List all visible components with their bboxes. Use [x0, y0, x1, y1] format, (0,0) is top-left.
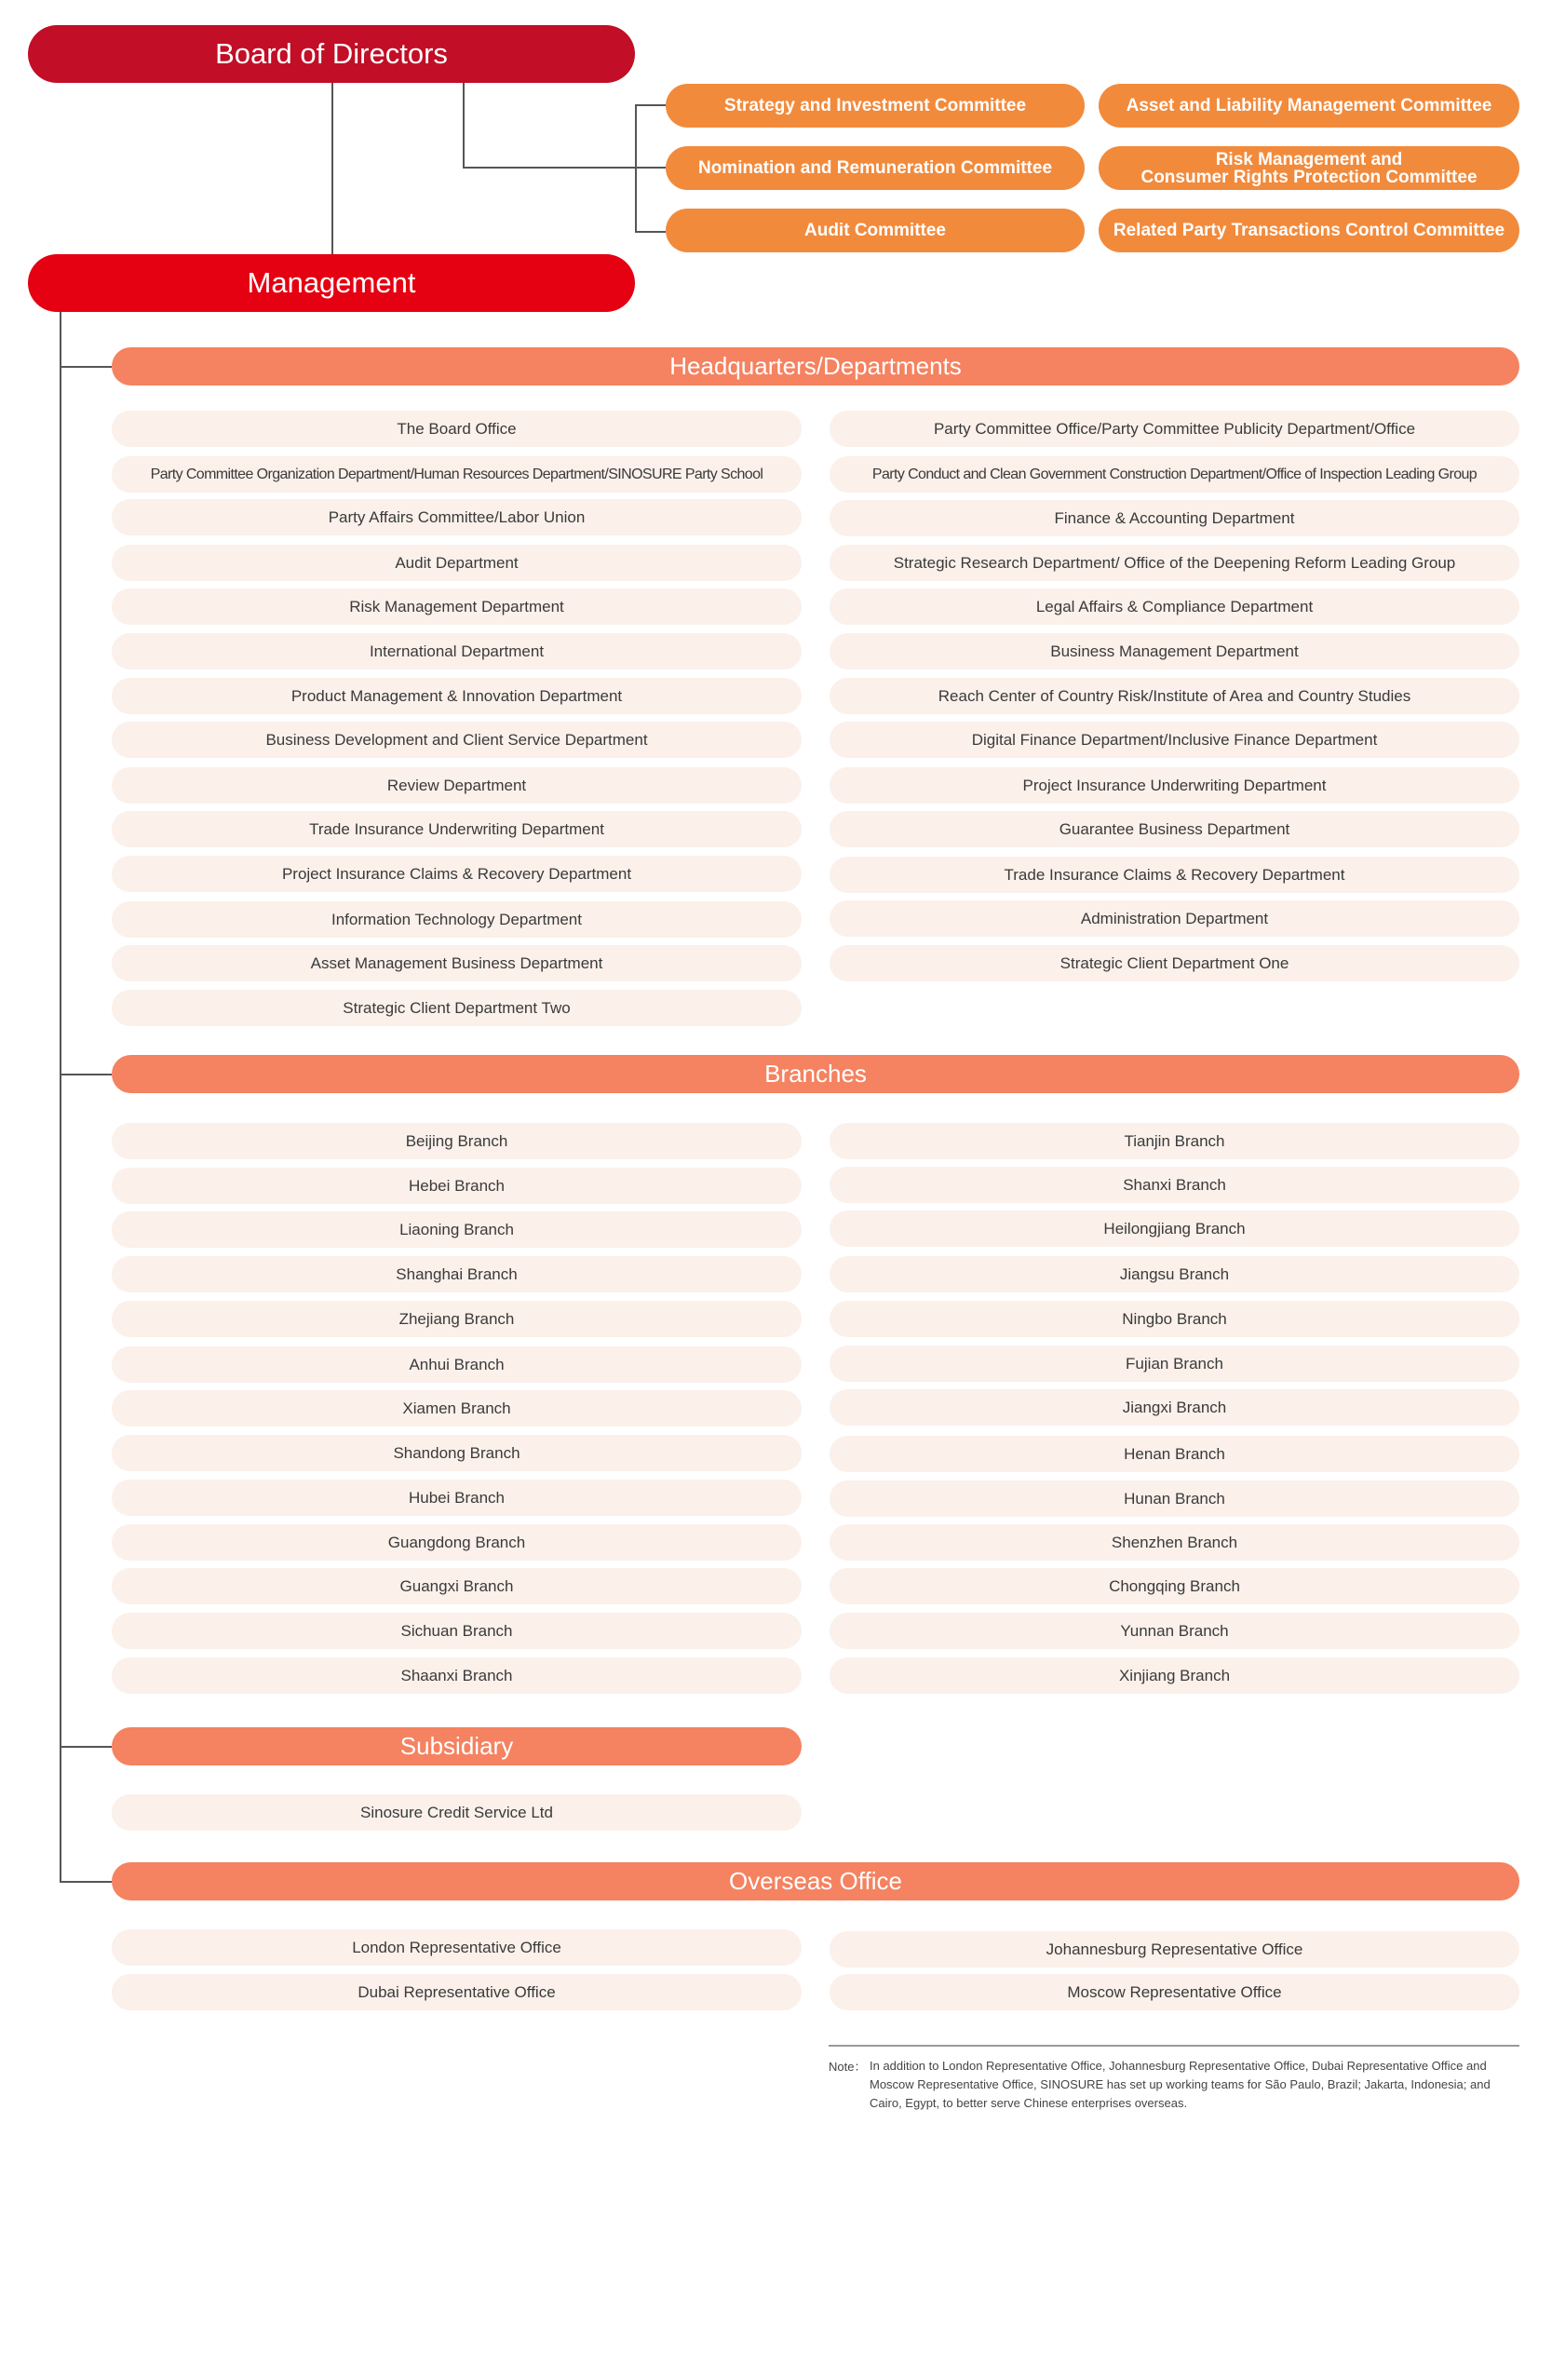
branch-beijing: Beijing Branch: [112, 1123, 802, 1159]
section-branches: Branches: [112, 1055, 1519, 1093]
branch-shandong: Shandong Branch: [112, 1435, 802, 1471]
branch-liaoning: Liaoning Branch: [112, 1211, 802, 1248]
dept-party-conduct-inspection: Party Conduct and Clean Government Construction Department/Office of Inspection Leading Group: [830, 456, 1519, 493]
dept-business-management: Business Management Department: [830, 633, 1519, 669]
connector-overseas: [60, 1881, 112, 1883]
committee-asset-liability: Asset and Liability Management Committee: [1099, 84, 1519, 128]
connector-headquarters: [60, 366, 112, 368]
note-divider: [829, 2045, 1519, 2047]
committee-related-party: Related Party Transactions Control Committee: [1099, 209, 1519, 252]
dept-strategic-client-two: Strategic Client Department Two: [112, 990, 802, 1026]
dept-review: Review Department: [112, 767, 802, 804]
dept-information-technology: Information Technology Department: [112, 901, 802, 938]
dept-project-underwriting: Project Insurance Underwriting Department: [830, 767, 1519, 804]
dept-project-claims: Project Insurance Claims & Recovery Department: [112, 856, 802, 892]
board-of-directors: Board of Directors: [28, 25, 635, 83]
branch-hunan: Hunan Branch: [830, 1481, 1519, 1517]
dept-business-development: Business Development and Client Service Department: [112, 722, 802, 758]
connector-committee-1: [635, 104, 666, 106]
branch-shenzhen: Shenzhen Branch: [830, 1524, 1519, 1561]
committee-risk-consumer: Risk Management and Consumer Rights Protection Committee: [1099, 146, 1519, 190]
dept-trade-claims: Trade Insurance Claims & Recovery Department: [830, 857, 1519, 893]
connector-committee-3: [635, 231, 666, 233]
subsidiary-sinosure-credit: Sinosure Credit Service Ltd: [112, 1794, 802, 1831]
connector-subsidiary: [60, 1746, 112, 1748]
branch-hebei: Hebei Branch: [112, 1168, 802, 1204]
branch-anhui: Anhui Branch: [112, 1346, 802, 1383]
branch-xiamen: Xiamen Branch: [112, 1390, 802, 1427]
dept-risk-management: Risk Management Department: [112, 588, 802, 625]
dept-hr-party-school: Party Committee Organization Department/Human Resources Department/SINOSURE Party School: [112, 456, 802, 493]
dept-party-committee-office: Party Committee Office/Party Committee Publicity Department/Office: [830, 411, 1519, 447]
dept-trade-underwriting: Trade Insurance Underwriting Department: [112, 811, 802, 847]
note-label: Note：: [829, 2060, 867, 2074]
committee-audit: Audit Committee: [666, 209, 1085, 252]
management: Management: [28, 254, 635, 312]
branch-heilongjiang: Heilongjiang Branch: [830, 1210, 1519, 1247]
note-text: In addition to London Representative Office, Johannesburg Representative Office, Dubai Representative Office and Moscow Representative Office, SINOSURE has set up working teams for São Paulo, Brazil; Jakarta, Indonesia; and Cairo, Egypt, to better serve Chinese enterprises overseas.: [870, 2059, 1491, 2110]
branch-jiangxi: Jiangxi Branch: [830, 1389, 1519, 1426]
dept-country-risk-center: Reach Center of Country Risk/Institute of Area and Country Studies: [830, 678, 1519, 714]
branch-ningbo: Ningbo Branch: [830, 1301, 1519, 1337]
office-dubai: Dubai Representative Office: [112, 1974, 802, 2010]
branch-shaanxi: Shaanxi Branch: [112, 1657, 802, 1694]
office-london: London Representative Office: [112, 1929, 802, 1966]
connector-board-management: [331, 83, 333, 254]
office-moscow: Moscow Representative Office: [830, 1974, 1519, 2010]
committee-strategy-investment: Strategy and Investment Committee: [666, 84, 1085, 128]
dept-legal-compliance: Legal Affairs & Compliance Department: [830, 588, 1519, 625]
branch-sichuan: Sichuan Branch: [112, 1613, 802, 1649]
dept-guarantee-business: Guarantee Business Department: [830, 811, 1519, 847]
committee-nomination-remuneration: Nomination and Remuneration Committee: [666, 146, 1085, 190]
branch-henan: Henan Branch: [830, 1436, 1519, 1472]
section-subsidiary: Subsidiary: [112, 1727, 802, 1765]
branch-yunnan: Yunnan Branch: [830, 1613, 1519, 1649]
connector-committees-trunk: [635, 104, 637, 233]
branch-tianjin: Tianjin Branch: [830, 1123, 1519, 1159]
branch-shanghai: Shanghai Branch: [112, 1256, 802, 1292]
branch-jiangsu: Jiangsu Branch: [830, 1256, 1519, 1292]
dept-audit: Audit Department: [112, 545, 802, 581]
dept-strategic-research: Strategic Research Department/ Office of the Deepening Reform Leading Group: [830, 545, 1519, 581]
section-overseas-office: Overseas Office: [112, 1862, 1519, 1900]
branch-guangxi: Guangxi Branch: [112, 1568, 802, 1604]
branch-zhejiang: Zhejiang Branch: [112, 1301, 802, 1337]
dept-digital-finance: Digital Finance Department/Inclusive Finance Department: [830, 722, 1519, 758]
dept-strategic-client-one: Strategic Client Department One: [830, 945, 1519, 981]
dept-board-office: The Board Office: [112, 411, 802, 447]
connector-board-committees-h: [463, 167, 636, 169]
dept-international: International Department: [112, 633, 802, 669]
dept-asset-management: Asset Management Business Department: [112, 945, 802, 981]
dept-product-management: Product Management & Innovation Department: [112, 678, 802, 714]
connector-committee-2: [635, 167, 666, 169]
dept-party-affairs-labor-union: Party Affairs Committee/Labor Union: [112, 499, 802, 535]
connector-branches: [60, 1074, 112, 1075]
office-johannesburg: Johannesburg Representative Office: [830, 1931, 1519, 1968]
dept-administration: Administration Department: [830, 900, 1519, 937]
connector-board-committees-v: [463, 83, 465, 169]
branch-guangdong: Guangdong Branch: [112, 1524, 802, 1561]
branch-xinjiang: Xinjiang Branch: [830, 1657, 1519, 1694]
section-headquarters-departments: Headquarters/Departments: [112, 347, 1519, 385]
branch-hubei: Hubei Branch: [112, 1480, 802, 1516]
connector-management-trunk: [60, 312, 61, 1883]
branch-shanxi: Shanxi Branch: [830, 1167, 1519, 1203]
branch-fujian: Fujian Branch: [830, 1346, 1519, 1382]
branch-chongqing: Chongqing Branch: [830, 1568, 1519, 1604]
dept-finance-accounting: Finance & Accounting Department: [830, 500, 1519, 536]
